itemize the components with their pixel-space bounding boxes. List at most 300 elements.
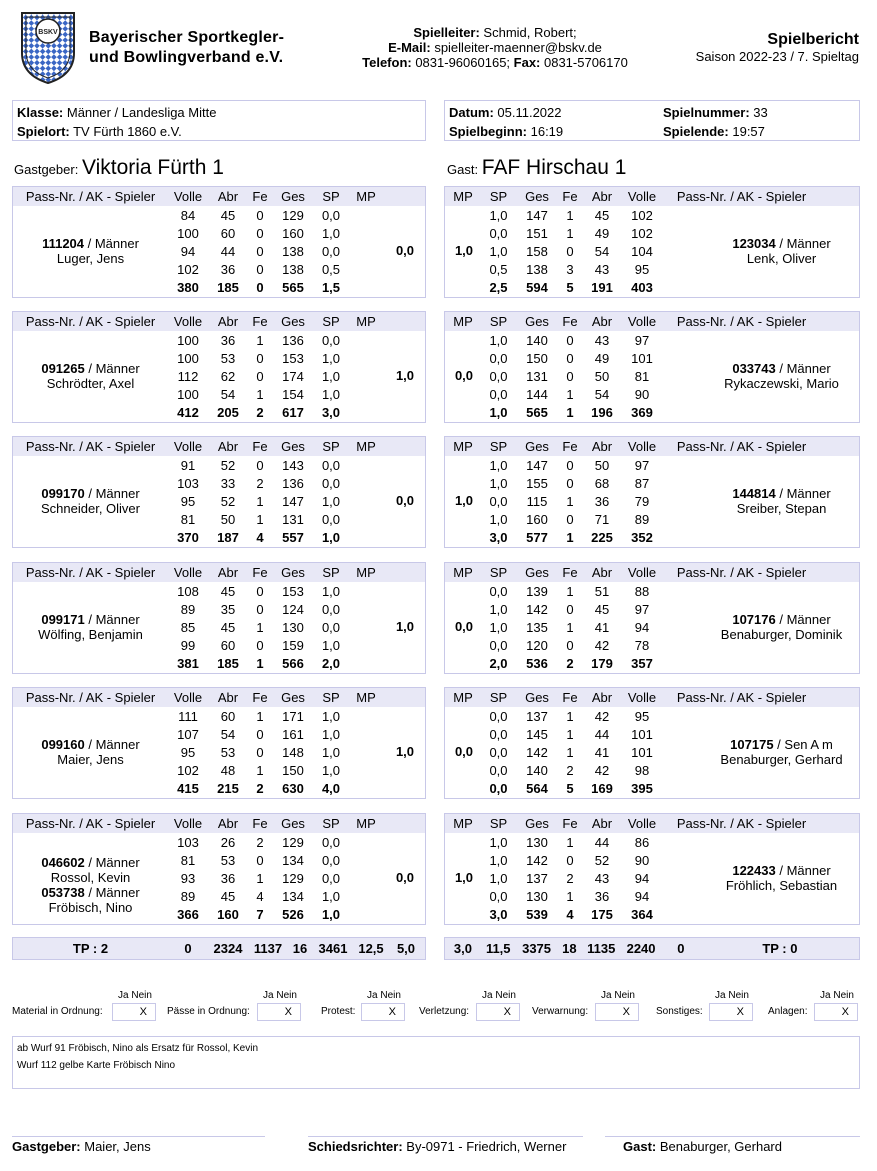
column-header: MP	[453, 314, 473, 329]
player-name: Wölfing, Benjamin	[38, 627, 143, 642]
check-box[interactable]: X	[709, 1003, 753, 1021]
column-header: SP	[489, 816, 508, 831]
cell: 89	[180, 601, 196, 617]
cell: 0,5	[489, 262, 508, 278]
check-box[interactable]: X	[257, 1003, 301, 1021]
cell: 139	[526, 583, 548, 599]
cell: 150	[526, 350, 548, 366]
cell: 1	[566, 405, 574, 421]
column-header: Abr	[217, 189, 239, 204]
cell: 60	[220, 708, 236, 724]
column-header: Fe	[252, 690, 268, 705]
cell: 26	[220, 834, 236, 850]
home-player-name	[13, 486, 168, 516]
column-header: SP	[489, 439, 508, 454]
cell: 0,0	[489, 225, 508, 241]
cell: 87	[634, 475, 650, 491]
cell: 2	[256, 834, 264, 850]
total-row	[445, 655, 859, 673]
cell: 0	[256, 852, 264, 868]
cell: 101	[631, 744, 653, 760]
cell: 1	[256, 656, 264, 672]
cell: 107	[177, 726, 199, 742]
total-row	[13, 529, 425, 547]
guest-player-block	[444, 436, 860, 548]
cell: 3,0	[489, 530, 508, 546]
cell: 90	[634, 387, 650, 403]
column-header: Pass-Nr. / AK - Spieler	[676, 439, 807, 454]
home-header-row	[13, 814, 425, 833]
home-player-block	[12, 687, 426, 799]
player-name: Benaburger, Dominik	[720, 627, 843, 642]
game-row	[13, 582, 425, 600]
game-row	[13, 206, 425, 224]
guest-header-row	[445, 437, 859, 456]
cell: 102	[631, 207, 653, 223]
pass-number: 046602	[41, 855, 85, 870]
cell: 99	[180, 638, 196, 654]
cell: 3	[566, 262, 574, 278]
cell: 1	[566, 708, 574, 724]
guest-team: Gast: FAF Hirschau 1	[447, 156, 627, 179]
cell: 158	[526, 243, 548, 259]
cell: 102	[177, 763, 199, 779]
column-header: Ges	[281, 439, 305, 454]
column-header: Pass-Nr. / AK - Spieler	[25, 189, 156, 204]
cell: 1,0	[489, 512, 508, 528]
cell: 187	[217, 530, 239, 546]
home-player-name	[13, 236, 168, 266]
cell: 0,0	[489, 368, 508, 384]
cell: 0,0	[321, 332, 341, 348]
cell: 366	[177, 907, 199, 923]
total-row	[445, 906, 859, 924]
guest-player-name	[702, 863, 860, 893]
column-header: Abr	[591, 314, 613, 329]
pass-number: 033743	[732, 361, 776, 376]
column-header: Volle	[627, 690, 657, 705]
cell: 84	[180, 207, 196, 223]
cell: 1	[256, 619, 264, 635]
check-box[interactable]: X	[595, 1003, 639, 1021]
cell: 0,0	[489, 726, 508, 742]
cell: 2,0	[489, 656, 508, 672]
home-mp-value: 1,0	[395, 619, 415, 634]
cell: 1,0	[489, 852, 508, 868]
cell: 45	[594, 207, 610, 223]
cell: 1	[256, 870, 264, 886]
pass-number: 099170	[41, 486, 85, 501]
total-row	[445, 529, 859, 547]
cell: 4	[256, 889, 264, 905]
guest-header-row	[445, 814, 859, 833]
home-player-block	[12, 436, 426, 548]
cell: 88	[634, 583, 650, 599]
column-header: Fe	[252, 565, 268, 580]
cell: 0,0	[489, 763, 508, 779]
cell: 1,0	[321, 368, 341, 384]
cell: 155	[526, 475, 548, 491]
cell: 0	[566, 457, 574, 473]
column-header: Pass-Nr. / AK - Spieler	[25, 565, 156, 580]
home-mp-value: 1,0	[395, 368, 415, 383]
age-class: / Männer	[84, 885, 140, 900]
cell: 60	[220, 225, 236, 241]
referee-signature: Schiedsrichter: By-0971 - Friedrich, Werner	[308, 1136, 583, 1154]
cell: 2	[256, 405, 264, 421]
cell: 41	[594, 744, 610, 760]
cell: 36	[594, 493, 610, 509]
class-info-box: Klasse: Männer / Landesliga Mitte Spielort: TV Fürth 1860 e.V.	[12, 100, 426, 141]
cell: 153	[282, 350, 304, 366]
cell: 1	[566, 387, 574, 403]
column-header: Volle	[627, 189, 657, 204]
column-header: Fe	[252, 816, 268, 831]
column-header: Volle	[173, 816, 203, 831]
cell: 0	[566, 243, 574, 259]
player-name: Sreiber, Stepan	[736, 501, 827, 516]
check-label: Pässe in Ordnung:	[167, 1006, 250, 1017]
cell: 45	[220, 583, 236, 599]
cell: 49	[594, 350, 610, 366]
column-header: Fe	[562, 314, 578, 329]
cell: 1,0	[489, 243, 508, 259]
cell: 120	[526, 638, 548, 654]
home-header-row	[13, 688, 425, 707]
cell: 94	[634, 870, 650, 886]
cell: 36	[594, 889, 610, 905]
cell: 1,0	[321, 583, 341, 599]
cell: 1,0	[321, 726, 341, 742]
cell: 1	[256, 708, 264, 724]
home-player-name	[13, 361, 168, 391]
pass-number: 107176	[732, 612, 776, 627]
cell: 78	[634, 638, 650, 654]
cell: 0	[566, 638, 574, 654]
cell: 1,0	[489, 332, 508, 348]
cell: 36	[220, 262, 236, 278]
pass-number: 099160	[41, 737, 85, 752]
column-header: SP	[322, 565, 340, 580]
cell: 41	[594, 619, 610, 635]
cell: 0,0	[321, 457, 341, 473]
yes-no-header: Ja Nein	[820, 990, 854, 1001]
check-box[interactable]: X	[476, 1003, 520, 1021]
home-player-name	[13, 612, 168, 642]
column-header: Abr	[591, 189, 613, 204]
cell: 137	[526, 870, 548, 886]
column-header: Volle	[173, 314, 203, 329]
cell: 1,0	[321, 638, 341, 654]
cell: 0,5	[321, 262, 341, 278]
yes-no-header: Ja Nein	[263, 990, 297, 1001]
cell: 97	[634, 332, 650, 348]
cell: 1,0	[321, 889, 341, 905]
column-header: Ges	[281, 565, 305, 580]
column-header: Pass-Nr. / AK - Spieler	[25, 816, 156, 831]
cell: 0	[256, 350, 264, 366]
cell: 100	[177, 387, 199, 403]
column-header: Fe	[252, 314, 268, 329]
cell: 1,0	[489, 870, 508, 886]
column-header: Volle	[627, 565, 657, 580]
guest-player-block	[444, 186, 860, 298]
cell: 33	[220, 475, 236, 491]
cell: 1	[256, 387, 264, 403]
cell: 2	[566, 763, 574, 779]
column-header: Volle	[627, 439, 657, 454]
cell: 45	[220, 207, 236, 223]
cell: 577	[526, 530, 548, 546]
cell: 138	[526, 262, 548, 278]
cell: 395	[631, 781, 653, 797]
player-name: Rykaczewski, Mario	[724, 376, 839, 391]
cell: 1,0	[321, 350, 341, 366]
cell: 95	[180, 493, 196, 509]
cell: 0,0	[489, 744, 508, 760]
cell: 1,0	[321, 530, 341, 546]
guest-mp-value: 1,0	[454, 243, 474, 258]
cell: 1,0	[321, 493, 341, 509]
cell: 196	[591, 405, 613, 421]
cell: 0	[256, 726, 264, 742]
cell: 0	[256, 280, 264, 296]
column-header: Abr	[217, 690, 239, 705]
cell: 154	[282, 387, 304, 403]
age-class: / Männer	[775, 612, 831, 627]
cell: 131	[282, 512, 304, 528]
cell: 147	[282, 493, 304, 509]
cell: 630	[282, 781, 304, 797]
cell: 130	[526, 889, 548, 905]
column-header: SP	[322, 439, 340, 454]
cell: 50	[594, 457, 610, 473]
cell: 60	[220, 638, 236, 654]
cell: 0,0	[321, 512, 341, 528]
check-box[interactable]: X	[814, 1003, 858, 1021]
cell: 4,0	[321, 781, 341, 797]
cell: 4	[566, 907, 574, 923]
guest-player-name	[702, 737, 860, 767]
guest-header-row	[445, 187, 859, 206]
cell: 2,0	[321, 656, 341, 672]
game-row	[445, 206, 859, 224]
cell: 148	[282, 744, 304, 760]
contact-info: Spielleiter: Schmid, Robert; E-Mail: spielleiter-maenner@bskv.de Telefon: 0831-96060165; Fax: 0831-5706170	[362, 25, 628, 70]
cell: 0	[566, 350, 574, 366]
cell: 135	[526, 619, 548, 635]
column-header: Pass-Nr. / AK - Spieler	[676, 314, 807, 329]
cell: 81	[180, 512, 196, 528]
game-row	[13, 331, 425, 349]
cell: 526	[282, 907, 304, 923]
cell: 142	[526, 852, 548, 868]
cell: 566	[282, 656, 304, 672]
cell: 1,0	[489, 405, 508, 421]
yes-no-header: Ja Nein	[118, 990, 152, 1001]
cell: 1,0	[489, 834, 508, 850]
cell: 0,0	[489, 781, 508, 797]
player-name: Fröbisch, Nino	[48, 900, 133, 915]
cell: 42	[594, 763, 610, 779]
column-header: Abr	[591, 439, 613, 454]
total-row	[13, 279, 425, 297]
cell: 54	[594, 387, 610, 403]
cell: 0	[566, 852, 574, 868]
cell: 129	[282, 870, 304, 886]
cell: 89	[634, 512, 650, 528]
player-name: Rossol, Kevin	[50, 870, 131, 885]
cell: 131	[526, 368, 548, 384]
cell: 5	[566, 280, 574, 296]
column-header: Volle	[173, 565, 203, 580]
column-header: Ges	[525, 690, 549, 705]
cell: 0,0	[321, 852, 341, 868]
cell: 103	[177, 834, 199, 850]
age-class: / Männer	[84, 855, 140, 870]
cell: 161	[282, 726, 304, 742]
cell: 1	[566, 744, 574, 760]
column-header: MP	[453, 816, 473, 831]
cell: 1,0	[321, 225, 341, 241]
cell: 145	[526, 726, 548, 742]
organization-name: Bayerischer Sportkegler- und Bowlingverband e.V.	[89, 29, 285, 66]
check-box[interactable]: X	[112, 1003, 156, 1021]
cell: 0,0	[321, 243, 341, 259]
game-row	[13, 456, 425, 474]
column-header: MP	[356, 565, 376, 580]
cell: 7	[256, 907, 264, 923]
column-header: MP	[356, 189, 376, 204]
cell: 0	[566, 332, 574, 348]
cell: 130	[526, 834, 548, 850]
home-header-row	[13, 437, 425, 456]
cell: 136	[282, 332, 304, 348]
total-row	[13, 780, 425, 798]
cell: 0,0	[489, 583, 508, 599]
column-header: Fe	[562, 816, 578, 831]
cell: 79	[634, 493, 650, 509]
cell: 381	[177, 656, 199, 672]
cell: 0,0	[321, 475, 341, 491]
column-header: SP	[489, 565, 508, 580]
cell: 0,0	[489, 708, 508, 724]
cell: 0,0	[321, 207, 341, 223]
cell: 50	[594, 368, 610, 384]
guest-signature: Gast: Benaburger, Gerhard	[605, 1136, 860, 1154]
cell: 160	[217, 907, 239, 923]
cell: 94	[634, 889, 650, 905]
home-signature: Gastgeber: Maier, Jens	[12, 1136, 265, 1154]
home-header-row	[13, 187, 425, 206]
logo-text: BSKV	[38, 29, 58, 36]
cell: 53	[220, 350, 236, 366]
age-class: / Männer	[84, 361, 140, 376]
column-header: Fe	[252, 439, 268, 454]
cell: 48	[220, 763, 236, 779]
cell: 369	[631, 405, 653, 421]
column-header: Ges	[525, 189, 549, 204]
cell: 0,0	[489, 889, 508, 905]
check-box[interactable]: X	[361, 1003, 405, 1021]
column-header: Pass-Nr. / AK - Spieler	[25, 439, 156, 454]
cell: 0	[566, 368, 574, 384]
guest-player-name	[702, 361, 860, 391]
column-header: SP	[322, 189, 340, 204]
game-row	[445, 707, 859, 725]
report-title: Spielbericht Saison 2022-23 / 7. Spieltag	[695, 31, 859, 64]
cell: 1,0	[489, 619, 508, 635]
column-header: SP	[322, 314, 340, 329]
column-header: Volle	[627, 816, 657, 831]
column-header: Volle	[627, 314, 657, 329]
cell: 95	[634, 262, 650, 278]
cell: 102	[177, 262, 199, 278]
cell: 52	[220, 457, 236, 473]
age-class: / Sen A m	[773, 737, 833, 752]
cell: 108	[177, 583, 199, 599]
cell: 150	[282, 763, 304, 779]
column-header: Fe	[562, 189, 578, 204]
cell: 49	[594, 225, 610, 241]
column-header: Ges	[281, 189, 305, 204]
guest-totals: 3,0 11,5 3375 18 1135 2240 0 TP : 0	[444, 937, 860, 960]
home-player-block	[12, 186, 426, 298]
home-player-block	[12, 562, 426, 674]
cell: 0	[256, 457, 264, 473]
cell: 43	[594, 332, 610, 348]
column-header: Abr	[217, 314, 239, 329]
column-header: Volle	[173, 439, 203, 454]
cell: 81	[180, 852, 196, 868]
column-header: Pass-Nr. / AK - Spieler	[676, 816, 807, 831]
player-name: Fröhlich, Sebastian	[725, 878, 838, 893]
column-header: Fe	[562, 439, 578, 454]
cell: 136	[282, 475, 304, 491]
cell: 1,0	[489, 457, 508, 473]
pass-number: 091265	[41, 361, 85, 376]
column-header: Pass-Nr. / AK - Spieler	[676, 565, 807, 580]
cell: 138	[282, 243, 304, 259]
cell: 140	[526, 332, 548, 348]
player-name: Maier, Jens	[57, 752, 124, 767]
cell: 1,0	[321, 763, 341, 779]
player-name: Lenk, Oliver	[746, 251, 817, 266]
cell: 101	[631, 350, 653, 366]
guest-header-row	[445, 688, 859, 707]
pass-number: 122433	[732, 863, 776, 878]
cell: 0,0	[489, 350, 508, 366]
cell: 51	[594, 583, 610, 599]
cell: 0	[566, 512, 574, 528]
home-player-name	[13, 855, 168, 915]
cell: 1,0	[489, 601, 508, 617]
cell: 53	[220, 852, 236, 868]
column-header: Abr	[217, 439, 239, 454]
guest-mp-value: 1,0	[454, 870, 474, 885]
cell: 138	[282, 262, 304, 278]
cell: 90	[634, 852, 650, 868]
column-header: Ges	[281, 690, 305, 705]
home-mp-value: 0,0	[395, 493, 415, 508]
cell: 124	[282, 601, 304, 617]
cell: 0	[566, 475, 574, 491]
cell: 100	[177, 332, 199, 348]
cell: 44	[594, 834, 610, 850]
cell: 45	[220, 619, 236, 635]
column-header: SP	[322, 816, 340, 831]
cell: 536	[526, 656, 548, 672]
